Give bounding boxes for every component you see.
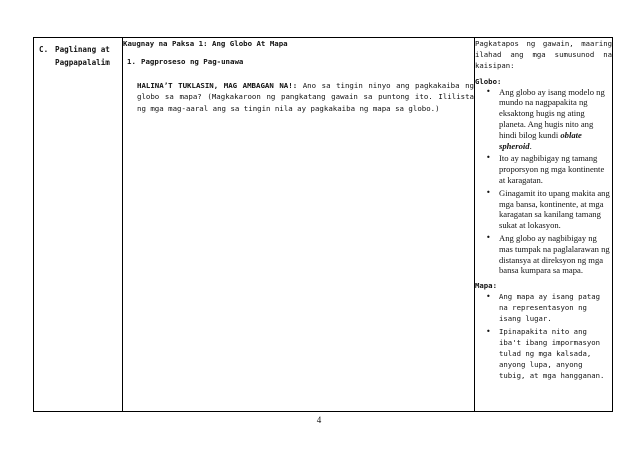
- list-item: • Ito ay nagbibigay ng tamang proporsyon ng mga kontinente at karagatan.: [499, 153, 612, 185]
- step-title: Pagproseso ng Pag-unawa: [141, 57, 244, 66]
- list-item: • Ang globo ay nagbibigay ng mas tumpak na paglalarawan ng distansya at direksyon ng mga bansa kumpara sa mapa.: [499, 233, 612, 276]
- activity-lead: HALINA’T TUKLASIN, MAG AMBAGAN NA!:: [137, 81, 298, 90]
- mapa-heading: Mapa:: [475, 281, 497, 291]
- globo-list: [475, 87, 612, 277]
- list-item: • Ang globo ay isang modelo ng mundo na nagpapakita ng eksaktong hugis ng ating planeta. Ang hugis nito ang hindi bilog kundi oblate spheroid.: [499, 87, 612, 152]
- globo-heading: Globo:: [475, 76, 502, 86]
- section-cell: [34, 38, 123, 412]
- lesson-plan-table: [33, 37, 613, 412]
- list-item: • Ipinapakita nito ang iba't ibang impormasyon tulad ng mga kalsada, anyong lupa, anyong tubig, at mga hangganan.: [499, 326, 612, 381]
- step-heading: [123, 56, 474, 67]
- notes-cell: [475, 38, 613, 412]
- activity-cell: [123, 38, 475, 412]
- section-title: Paglinang at Pagpapalalim: [55, 45, 110, 67]
- step-number: 1.: [127, 57, 136, 66]
- list-item: • Ang mapa ay isang patag na representasyon ng isang lugar.: [499, 291, 612, 324]
- notes-intro: Pagkatapos ng gawain, maaring ilahad ang mga sumusunod na kaisipan:: [475, 39, 612, 71]
- page-number: 4: [316, 415, 322, 425]
- emphasis-text: oblate spheroid: [499, 129, 582, 151]
- activity-text: Ano sa tingin ninyo ang pagkakaiba ng globo sa mapa? (Magkakaroon ng pangkatang gawain sa puntong ito. Ililista ng mga mag-aaral ang sa tingin nila ay pagkakaiba ng mapa sa globo.): [137, 81, 475, 113]
- topic-heading: Kaugnay na Paksa 1: Ang Globo At Mapa: [123, 39, 288, 48]
- list-item: • Ginagamit ito upang makita ang mga bansa, kontinente, at mga karagatan sa kanilang tamang sukat at lokasyon.: [499, 188, 612, 231]
- section-letter: C.: [39, 45, 49, 54]
- mapa-list: [475, 291, 612, 381]
- table-row: [34, 38, 613, 412]
- activity-paragraph: [123, 80, 474, 114]
